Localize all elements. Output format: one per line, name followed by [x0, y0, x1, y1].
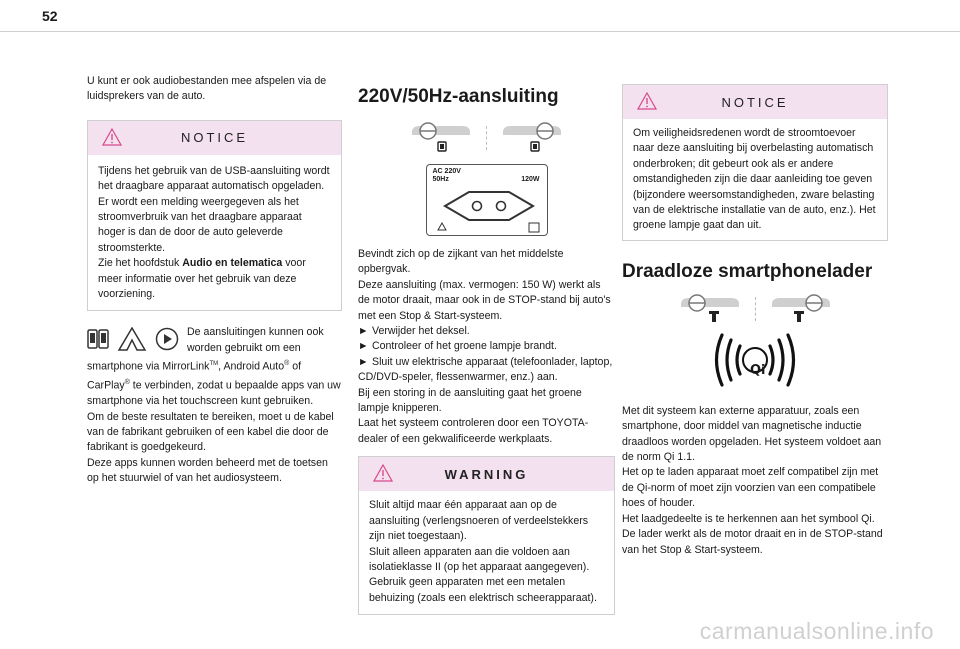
- notice-box-overload: [622, 84, 888, 241]
- section-heading-220v: 220V/50Hz-aansluiting: [358, 86, 559, 107]
- column-2: [358, 74, 615, 615]
- apps-control-text: Deze apps kunnen worden beheerd met de toetsen op het stuurwiel of van het audiosysteem.: [87, 456, 328, 485]
- notice-title: NOTICE: [180, 130, 249, 146]
- socket-outlet-icon: [427, 165, 549, 237]
- wireless-operation-text: De lader werkt als de motor draait en in de STOP-stand van het Stop & Start-systeem.: [622, 528, 883, 556]
- step-3: ► Sluit uw elektrische apparaat (telefoonlader, laptop, CD/DVD-speler, flessenwarmer, enz.) aan.: [358, 355, 613, 384]
- qi-symbol: [622, 332, 888, 388]
- page-number: 52: [42, 8, 58, 24]
- lhd-charger-location-icon: [679, 294, 741, 324]
- socket-voltage-label: AC 220V: [432, 168, 461, 175]
- power-socket-illustration: [426, 164, 548, 236]
- bullet-arrow-icon: ►: [358, 355, 369, 368]
- lhd-dashboard-icon: [410, 122, 472, 154]
- notice-text-3: Zie het hoofdstuk Audio en telematica voor meer informatie over het gebruik van deze voorziening.: [98, 257, 306, 301]
- section-heading-wireless: Draadloze smartphonelader: [622, 260, 873, 282]
- vehicle-diagrams-wireless: [622, 294, 888, 324]
- app-icons: [87, 327, 179, 351]
- watermark: carmanualsonline.info: [699, 618, 934, 644]
- vehicle-diagrams: [358, 122, 615, 154]
- wireless-compat-text: Het op te laden apparaat moet zelf compatibel zijn met de Qi-norm of moet zijn voorzien van een compatibele hoes of houder.: [622, 466, 879, 510]
- wireless-intro-text: Met dit systeem kan externe apparatuur, zoals een smartphone, door middel van magnetische inductie draadloos worden opgeladen. Het systeem voldoet aan de norm Qi 1.1.: [622, 404, 882, 464]
- column-1: [87, 74, 342, 487]
- warning-title: WARNING: [444, 466, 529, 482]
- diagram-separator: [755, 297, 756, 321]
- android-auto-icon: [117, 327, 147, 351]
- intro-text: U kunt er ook audiobestanden mee afspelen via de luidsprekers van de auto.: [87, 75, 327, 103]
- header-rule: [0, 31, 960, 32]
- notice-overload-text: Om veiligheidsredenen wordt de stroomtoevoer naar deze aansluiting bij overbelasting automatisch onderbroken; dit gebeurt ook als er andere omstandigheden zijn die daar aanleiding toe geven (bijzondere weersomstandigheden, zware belasting van de elektrische installatie van de auto, enz.). Het groene lampje gaat dan uit.: [633, 127, 876, 232]
- notice-header: [88, 121, 341, 155]
- fault-text: Bij een storing in de aansluiting gaat het groene lampje knipperen.: [358, 386, 582, 415]
- notice-text-2: Er wordt een melding weergegeven als het stroomverbruik van het draagbare apparaat hoger is dan de door de auto geleverde stroomsterkte.: [98, 195, 302, 254]
- notice-title: NOTICE: [721, 94, 789, 110]
- qi-wireless-icon: [700, 332, 810, 388]
- warning-text-3: Gebruik geen apparaten met een metalen behuizing (zoals een elektrisch scheerapparaat).: [369, 576, 597, 604]
- power-info-text: Deze aansluiting (max. vermogen: 150 W) werkt als de motor draait, maar ook in de STOP-stand bij auto's met een Stop & Start-systeem.: [358, 278, 611, 322]
- warning-triangle-icon: [373, 464, 393, 482]
- dealer-text: Laat het systeem controleren door een TOYOTA-dealer of een gekwalificeerde werkplaats.: [358, 417, 589, 445]
- qi-label: Qi: [750, 363, 766, 378]
- bullet-arrow-icon: ►: [358, 340, 369, 353]
- carplay-icon: [155, 327, 179, 351]
- column-3: [622, 74, 888, 558]
- bullet-arrow-icon: ►: [358, 325, 369, 338]
- step-2: ► Controleer of het groene lampje brandt.: [358, 339, 615, 354]
- warning-header: [359, 457, 614, 491]
- notice-header: [623, 85, 887, 119]
- step-1: ► Verwijder het deksel.: [358, 324, 615, 339]
- socket-power-label: 120W: [521, 176, 540, 183]
- warning-text-1: Sluit altijd maar één apparaat aan op de aansluiting (verlengsnoeren of verdeelstekkers zijn niet toegestaan).: [369, 499, 589, 543]
- warning-triangle-icon: [637, 92, 657, 110]
- smartphone-apps-section: [87, 325, 342, 486]
- warning-text-2: Sluit alleen apparaten aan die voldoen aan isolatieklasse II (op het apparaat aangegeven).: [369, 545, 590, 573]
- notice-text-1: Tijdens het gebruik van de USB-aansluiting wordt het draagbare apparaat automatisch opgeladen.: [98, 164, 330, 193]
- wireless-symbol-text: Het laadgedeelte is te herkennen aan het symbool Qi.: [622, 512, 875, 525]
- apps-text: De aansluitingen kunnen ook worden gebruikt om een smartphone via MirrorLink™, Android Auto® of CarPlay® te verbinden, zodat u bepaalde apps van uw smartphone via het touchscreen kunt gebruiken.: [87, 326, 341, 408]
- rhd-charger-location-icon: [770, 294, 832, 324]
- socket-frequency-label: 50Hz: [432, 176, 449, 183]
- location-text: Bevindt zich op de zijkant van het middelste opbergvak.: [358, 248, 564, 276]
- apps-cable-text: Om de beste resultaten te bereiken, moet u de kabel van de fabrikant gebruiken of een kabel die door de fabrikant is goedgekeurd.: [87, 410, 334, 454]
- mirrorlink-icon: [87, 327, 109, 351]
- diagram-separator: [486, 126, 487, 150]
- warning-box: [358, 456, 615, 615]
- warning-triangle-icon: [102, 128, 122, 146]
- notice-box-usb: [87, 120, 342, 312]
- chapter-reference: Audio en telematica: [182, 257, 283, 270]
- rhd-dashboard-icon: [501, 122, 563, 154]
